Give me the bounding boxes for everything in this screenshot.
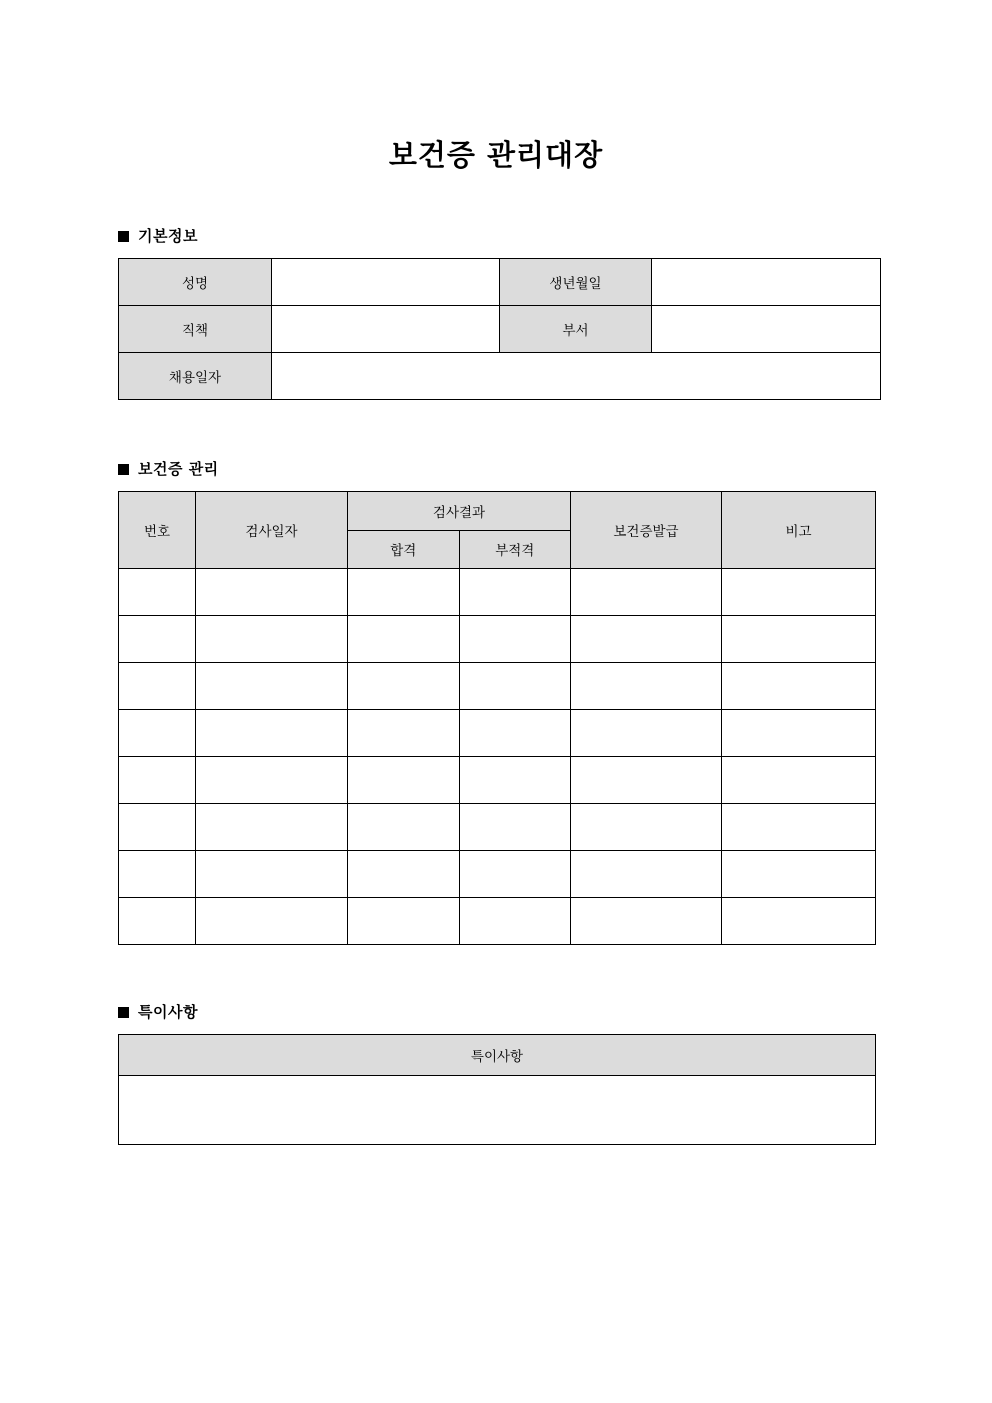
column-header-fail: 부적격 [459, 530, 571, 568]
basic-info-table [118, 258, 881, 400]
section-heading-certificate-management [118, 459, 876, 478]
column-header-test-date: 검사일자 [196, 491, 348, 568]
column-header-certificate-issued: 보건증발급 [571, 491, 722, 568]
table-row [119, 897, 876, 944]
page-title: 보건증 관리대장 [388, 138, 604, 172]
cell-no[interactable] [119, 850, 196, 897]
field-position-value[interactable] [272, 305, 500, 352]
spacer [118, 1020, 876, 1034]
cell-test-date[interactable] [196, 756, 348, 803]
cell-certificate-issued[interactable] [571, 709, 722, 756]
cell-remarks[interactable] [722, 803, 876, 850]
cell-fail[interactable] [459, 756, 571, 803]
field-department-value[interactable] [652, 305, 881, 352]
cell-pass[interactable] [348, 662, 460, 709]
cell-no[interactable] [119, 662, 196, 709]
cell-pass[interactable] [348, 756, 460, 803]
cell-fail[interactable] [459, 662, 571, 709]
cell-no[interactable] [119, 803, 196, 850]
column-header-pass: 합격 [348, 530, 460, 568]
section-certificate-management [0, 459, 992, 945]
cell-certificate-issued[interactable] [571, 850, 722, 897]
table-row [119, 352, 881, 399]
section-basic-info [0, 226, 992, 400]
cell-fail[interactable] [459, 897, 571, 944]
spacer [118, 477, 876, 491]
cell-pass[interactable] [348, 568, 460, 615]
cell-test-date[interactable] [196, 615, 348, 662]
cell-remarks[interactable] [722, 756, 876, 803]
section-heading-basic-info [118, 226, 876, 245]
cell-certificate-issued[interactable] [571, 756, 722, 803]
cell-test-date[interactable] [196, 803, 348, 850]
cell-test-date[interactable] [196, 568, 348, 615]
table-row [119, 568, 876, 615]
spacer [118, 244, 876, 258]
cell-pass[interactable] [348, 709, 460, 756]
cell-certificate-issued[interactable] [571, 803, 722, 850]
section-heading-label: 기본정보 [138, 226, 198, 245]
spacer [0, 945, 992, 1005]
section-special-notes [0, 1002, 992, 1145]
table-row [119, 850, 876, 897]
cell-pass[interactable] [348, 615, 460, 662]
special-notes-table [118, 1034, 876, 1145]
field-special-notes-value[interactable] [119, 1075, 876, 1144]
cell-remarks[interactable] [722, 662, 876, 709]
table-row [119, 662, 876, 709]
table-body [119, 568, 876, 944]
section-heading-special-notes [118, 1002, 876, 1021]
cell-no[interactable] [119, 568, 196, 615]
table-header [119, 491, 876, 568]
cell-certificate-issued[interactable] [571, 615, 722, 662]
cell-no[interactable] [119, 615, 196, 662]
section-heading-label: 보건증 관리 [138, 459, 219, 478]
table-row [119, 258, 881, 305]
cell-pass[interactable] [348, 803, 460, 850]
cell-certificate-issued[interactable] [571, 662, 722, 709]
column-header-test-result: 검사결과 [348, 491, 571, 530]
certificate-management-table [118, 491, 876, 945]
field-hire-date-value[interactable] [272, 352, 881, 399]
cell-fail[interactable] [459, 568, 571, 615]
table-row [119, 803, 876, 850]
cell-test-date[interactable] [196, 709, 348, 756]
cell-fail[interactable] [459, 850, 571, 897]
cell-remarks[interactable] [722, 709, 876, 756]
table-row [119, 756, 876, 803]
label-hire-date: 채용일자 [119, 352, 272, 399]
cell-remarks[interactable] [722, 850, 876, 897]
cell-no[interactable] [119, 897, 196, 944]
spacer [0, 400, 992, 462]
field-birthdate-value[interactable] [652, 258, 881, 305]
filled-square-icon [118, 464, 129, 475]
filled-square-icon [118, 1007, 129, 1018]
cell-test-date[interactable] [196, 897, 348, 944]
cell-remarks[interactable] [722, 615, 876, 662]
label-position: 직책 [119, 305, 272, 352]
cell-remarks[interactable] [722, 568, 876, 615]
table-row [119, 709, 876, 756]
section-heading-label: 특이사항 [138, 1002, 198, 1021]
cell-pass[interactable] [348, 850, 460, 897]
label-department: 부서 [500, 305, 652, 352]
column-header-special-notes: 특이사항 [119, 1034, 876, 1075]
column-header-remarks: 비고 [722, 491, 876, 568]
cell-certificate-issued[interactable] [571, 568, 722, 615]
cell-pass[interactable] [348, 897, 460, 944]
cell-test-date[interactable] [196, 662, 348, 709]
cell-remarks[interactable] [722, 897, 876, 944]
table-header-row-group [119, 491, 876, 530]
cell-certificate-issued[interactable] [571, 897, 722, 944]
spacer [0, 173, 992, 229]
cell-no[interactable] [119, 709, 196, 756]
table-row [119, 1075, 876, 1144]
cell-fail[interactable] [459, 615, 571, 662]
field-name-value[interactable] [272, 258, 500, 305]
table-header-row [119, 1034, 876, 1075]
column-header-no: 번호 [119, 491, 196, 568]
cell-no[interactable] [119, 756, 196, 803]
label-name: 성명 [119, 258, 272, 305]
cell-test-date[interactable] [196, 850, 348, 897]
cell-fail[interactable] [459, 709, 571, 756]
filled-square-icon [118, 231, 129, 242]
table-row [119, 615, 876, 662]
cell-fail[interactable] [459, 803, 571, 850]
table-row [119, 305, 881, 352]
label-birthdate: 생년월일 [500, 258, 652, 305]
